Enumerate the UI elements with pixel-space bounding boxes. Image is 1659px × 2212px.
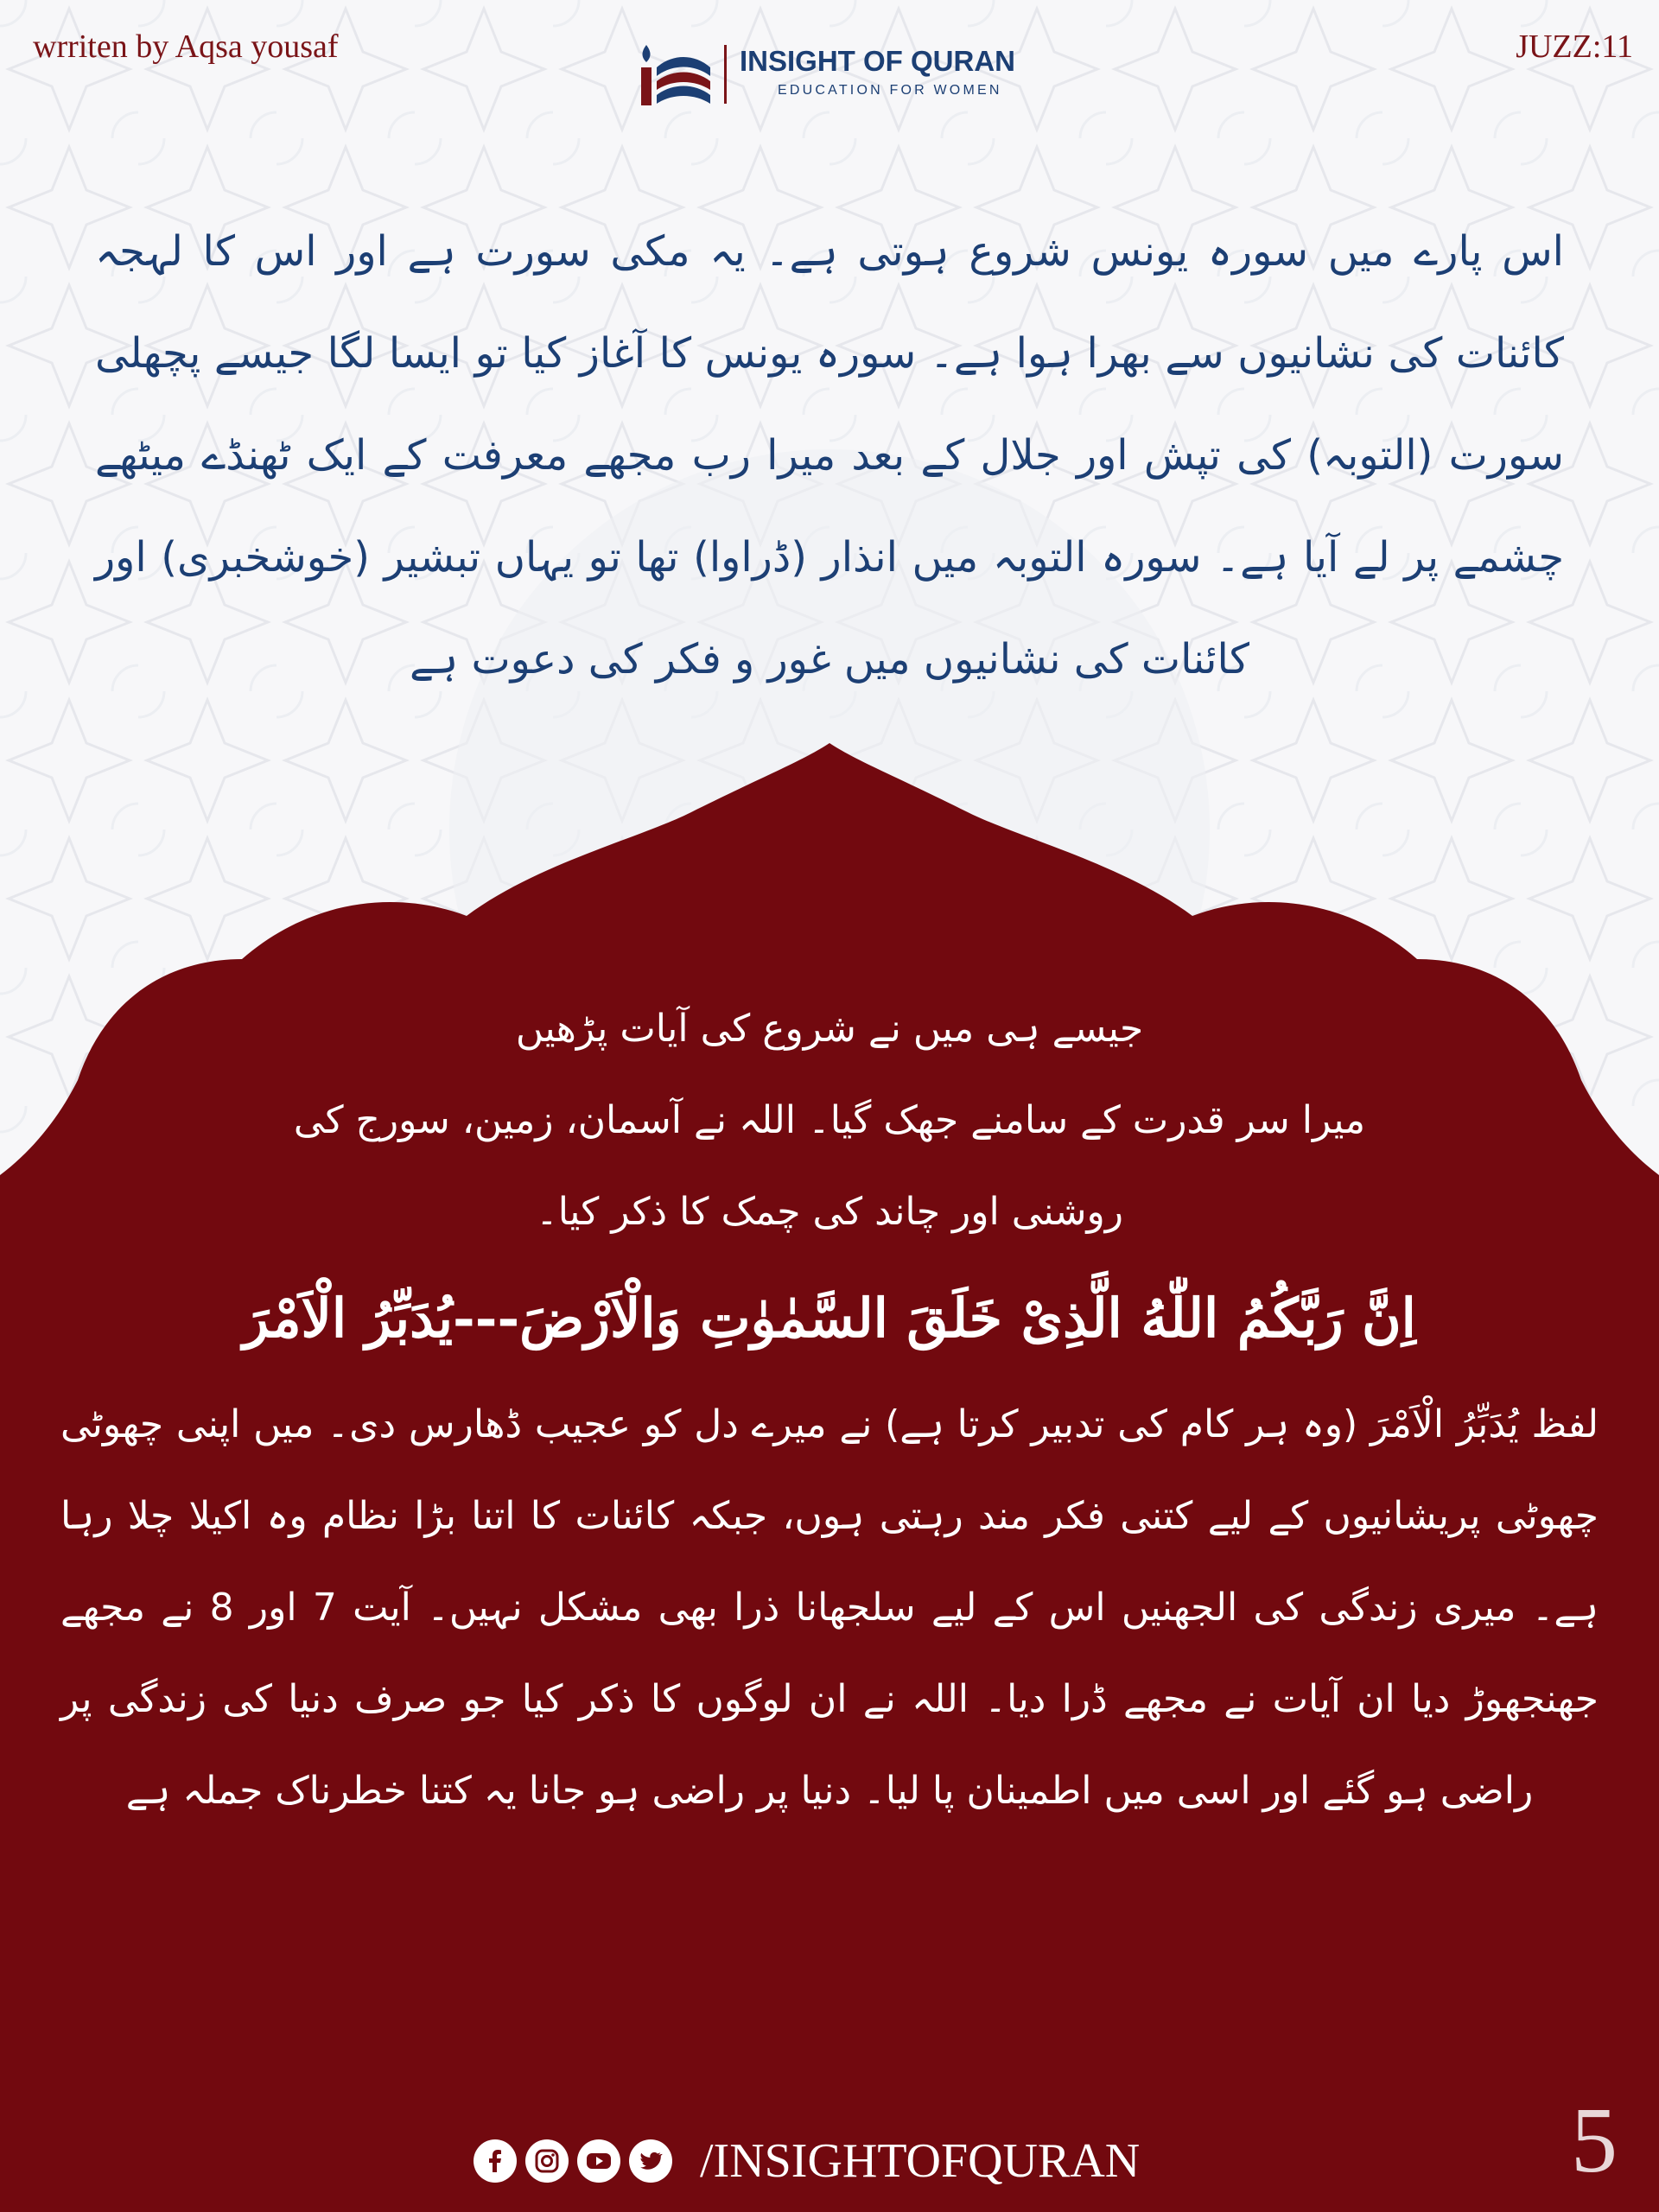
youtube-icon[interactable] bbox=[577, 2139, 620, 2183]
quran-ayah: اِنَّ رَبَّكُمُ اللّٰهُ الَّذِیْ خَلَقَ السَّمٰوٰتِ وَالْاَرْضَ---یُدَبِّرُ الْاَمْرَ bbox=[243, 1287, 1416, 1350]
social-handle[interactable]: /INSIGHTOFQURAN bbox=[700, 2134, 1141, 2188]
reflection-section bbox=[60, 983, 1599, 1837]
instagram-icon[interactable] bbox=[525, 2139, 569, 2183]
reflection-line-2: میرا سر قدرت کے سامنے جھک گیا۔ اللہ نے آسمان، زمین، سورج کی bbox=[293, 1098, 1366, 1142]
reflection-paragraph: لفظ یُدَبِّرُ الْاَمْرَ (وہ ہر کام کی تدبیر کرتا ہے) نے میرے دل کو عجیب ڈھارس دی۔ میں اپنی چھوٹی چھوٹی پریشانیوں کے لیے کتنی فکر مند رہتی ہوں، جبکہ کائنات کا اتنا بڑا نظام وہ اکیلا چلا رہا ہے۔ میری زندگی کی الجھنیں اس کے لیے سلجھانا ذرا بھی مشکل نہیں۔ آیت 7 اور 8 نے مجھے جھنجھوڑ دیا ان آیات نے مجھے ڈرا دیا۔ اللہ نے ان لوگوں کا ذکر کیا جو صرف دنیا کی زندگی پر راضی ہو گئے اور اسی میں اطمینان پا لیا۔ دنیا پر راضی ہو جانا یہ کتنا خطرناک جملہ ہے bbox=[60, 1402, 1599, 1813]
author-credit: wrriten by Aqsa yousaf bbox=[33, 29, 339, 65]
intro-paragraph: اس پارے میں سورہ یونس شروع ہوتی ہے۔ یہ مکی سورت ہے اور اس کا لہجہ کائنات کی نشانیوں سے بھرا ہوا ہے۔ سورہ یونس کا آغاز کیا تو ایسا لگا جیسے پچھلی سورت (التوبہ) کی تپش اور جلال کے بعد میرا رب مجھے معرفت کے ایک ٹھنڈے میٹھے چشمے پر لے آیا ہے۔ سورہ التوبہ میں انذار (ڈراوا) تھا تو یہاں تبشیر (خوشخبری) اور کائنات کی نشانیوں میں غور و فکر کی دعوت ہے bbox=[95, 227, 1564, 683]
twitter-icon[interactable] bbox=[629, 2139, 672, 2183]
logo-subtitle: EDUCATION FOR WOMEN bbox=[778, 83, 1002, 98]
juzz-label: JUZZ:11 bbox=[1516, 29, 1633, 65]
logo bbox=[638, 36, 1018, 114]
reflection-line-1: جیسے ہی میں نے شروع کی آیات پڑھیں bbox=[515, 1007, 1144, 1051]
reflection-line-3: روشنی اور چاند کی چمک کا ذکر کیا۔ bbox=[535, 1190, 1124, 1234]
page-number: 5 bbox=[1571, 2089, 1618, 2192]
facebook-icon[interactable] bbox=[474, 2139, 517, 2183]
social-bar bbox=[474, 2131, 1140, 2191]
logo-mark-icon bbox=[638, 41, 712, 111]
logo-title: INSIGHT OF QURAN bbox=[740, 45, 1015, 77]
logo-divider bbox=[724, 45, 727, 104]
